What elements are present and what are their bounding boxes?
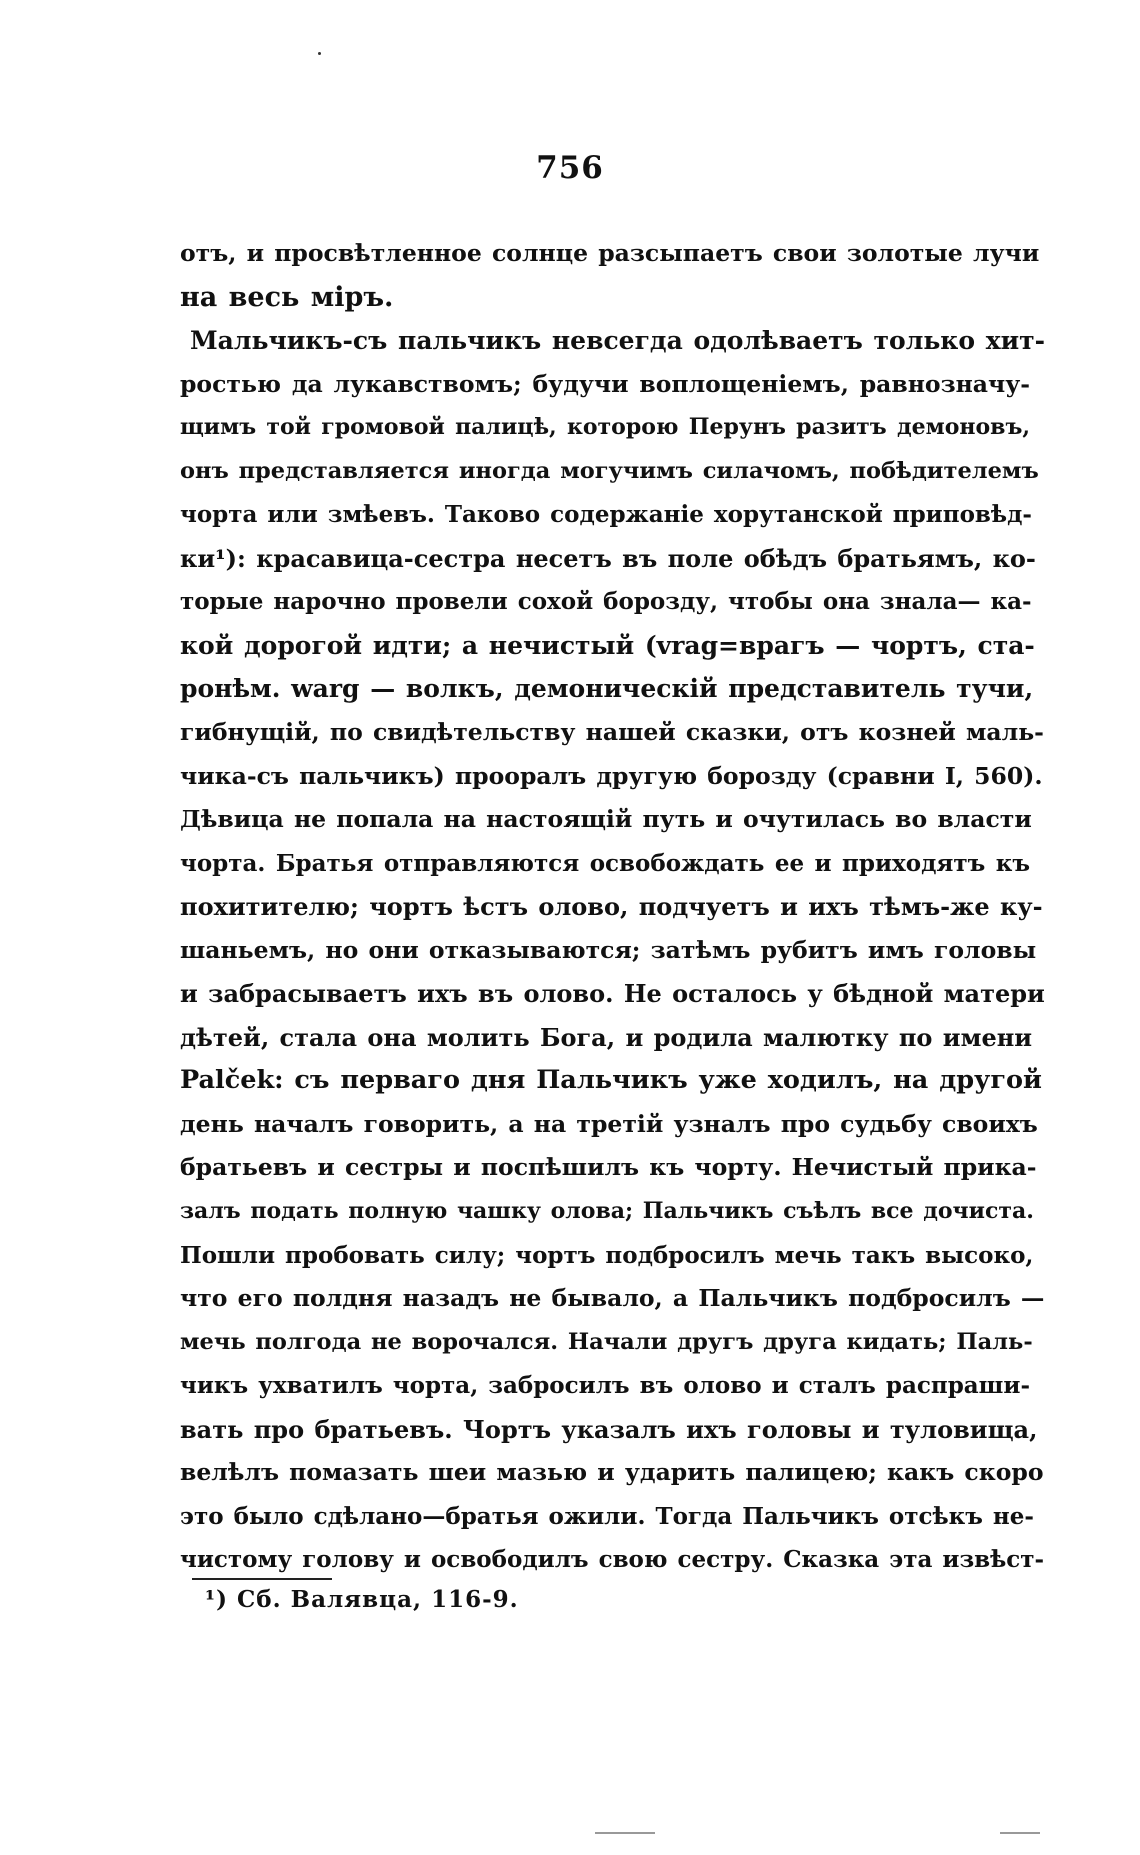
text-line: торые нарочно провели сохой борозду, чтобы она знала— ка- [180, 588, 1032, 616]
text-line: шаньемъ, но они отказываются; затѣмъ рубитъ имъ головы [180, 935, 1037, 964]
body-text [180, 232, 1046, 1582]
text-line: залъ подать полную чашку олова; Пальчикъ съѣлъ все дочиста. [180, 1198, 1034, 1225]
text-line: отъ, и просвѣтленное солнце разсыпаетъ свои золотые лучи [180, 239, 1040, 267]
print-speck [595, 1832, 655, 1834]
print-speck [1000, 1832, 1040, 1834]
text-line: кой дорогой идти; а нечистый (vrag=врагъ — чортъ, ста- [180, 630, 1035, 660]
page-number: 756 [536, 150, 604, 186]
text-line: это было сдѣлано—братья ожили. Тогда Пальчикъ отсѣкъ не- [180, 1502, 1034, 1530]
text-line: что его полдня назадъ не бывало, а Пальчикъ подбросилъ — [180, 1284, 1045, 1313]
text-line: ронѣм. warg — волкъ, демоническій представитель тучи, [180, 674, 1034, 704]
text-line: чистому голову и освободилъ свою сестру. Сказка эта извѣст- [180, 1546, 1045, 1574]
text-line: щимъ той громовой палицѣ, которою Перунъ разитъ демоновъ, [180, 414, 1030, 441]
text-line: чика-съ пальчикъ) прооралъ другую борозду (сравни I, 560). [180, 761, 1043, 790]
text-line: онъ представляется иногда могучимъ силачомъ, побѣдителемъ [180, 457, 1039, 484]
text-line: чорта. Братья отправляются освобождать ее и приходятъ къ [180, 849, 1030, 877]
text-line: чикъ ухватилъ чорта, забросилъ въ олово и сталъ распраши- [180, 1372, 1030, 1400]
text-line: дѣтей, стала она молить Бога, и родила малютку по имени [180, 1022, 1033, 1052]
text-line: и забрасываетъ ихъ въ олово. Не осталось у бѣдной матери [180, 979, 1045, 1009]
text-line: Мальчикъ-съ пальчикъ невсегда одолѣваетъ только хит- [190, 326, 1046, 356]
text-line: гибнущій, по свидѣтельству нашей сказки, отъ козней маль- [180, 718, 1044, 747]
text-line: вать про братьевъ. Чортъ указалъ ихъ головы и туловища, [180, 1414, 1038, 1444]
text-line: братьевъ и сестры и поспѣшилъ къ чорту. Нечистый прика- [180, 1153, 1037, 1182]
text-line: ростью да лукавствомъ; будучи воплощеніемъ, равнозначу- [180, 369, 1030, 398]
text-line: похитителю; чортъ ѣстъ олово, подчуетъ и ихъ тѣмъ-же ку- [180, 892, 1043, 922]
text-line: чорта или змѣевъ. Таково содержаніе хорутанской приповѣд- [180, 501, 1032, 529]
print-speck [318, 52, 321, 55]
text-line: ки¹): красавица-сестра несетъ въ поле обѣдъ братьямъ, ко- [180, 543, 1036, 573]
text-line: день началъ говорить, а на третій узналъ про судьбу своихъ [180, 1109, 1038, 1138]
footnote: ¹) Сб. Валявца, 116-9. [205, 1586, 519, 1613]
text-line: на весь міръ. [180, 281, 394, 313]
text-line: мечь полгода не ворочался. Начали другъ друга кидать; Паль- [180, 1328, 1033, 1355]
footnote-divider [192, 1578, 332, 1580]
text-line: Дѣвица не попала на настоящій путь и очутилась во власти [180, 805, 1032, 834]
text-line: Palček: съ перваго дня Пальчикъ уже ходилъ, на другой [180, 1065, 1042, 1096]
text-line: Пошли пробовать силу; чортъ подбросилъ мечь такъ высоко, [180, 1241, 1034, 1269]
text-line: велѣлъ помазать шеи мазью и ударить палицею; какъ скоро [180, 1458, 1044, 1487]
